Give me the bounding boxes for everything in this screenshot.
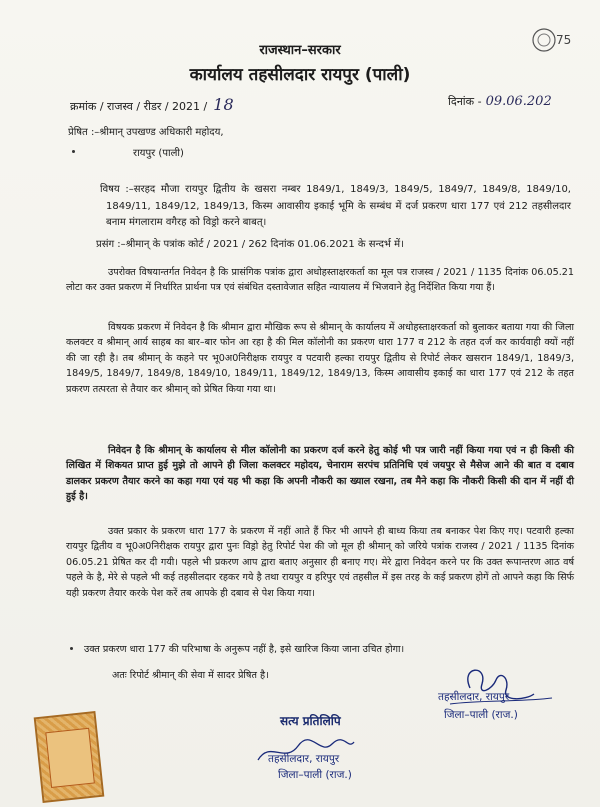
recipient-line-1: प्रेषित :–श्रीमान् उपखण्ड अधिकारी महोदय, [68,127,224,138]
office-title: कार्यालय तहसीलदार रायपुर (पाली) [189,65,411,85]
paragraph-4: उक्त प्रकार के प्रकरण धारा 177 के प्रकरण में नहीं आते हैं फिर भी आपने ही बाध्य किया तब बनाकर पेश किए गए। पटवारी हल्का रायपुर द्वितीय व भू0अ0निरीक्षक रायपुर द्वारा पुनः विड्रो हेतु रिपोर्ट पेश की जो मूल ही श्रीमान् को जरिये पत्रांक राजस्व / 2021 / 1135 दिनांक 06.05.21 प्रेषित कर दी गयी। पहले भी प्रकरण आप द्वारा बताए अनुसार ही बनाए गए। मेरे द्वारा निवेदन करने पर कि उक्त रूपान्तरण आठ वर्ष पहले के है, मेरे से पहले भी कई तहसीलदार रहकर गये है तथा रायपुर व हरिपुर एवं तहसील में इस तरह के कई प्रकरण होगें तो आपने कहा कि सिर्फ यही प्रकरण तैयार करके पेश करें तब आपके ही दबाव से पेश किया गया। [66,526,574,599]
court-fee-stamp-icon [34,711,105,803]
paragraph-1: उपरोक्त विषयान्तर्गत निवेदन है कि प्रासंगिक पत्रांक द्वारा अधोहस्ताक्षरकर्ता का मूल पत्र राजस्व / 2021 / 1135 दिनांक 06.05.21 लोटा कर उक्त प्रकरण में निर्धारित प्रार्थना पत्र एवं संबंधित दस्तावेजात सहित न्यायालय में भिजवाने हेतु निर्देशित किया गया हैं। [66,267,574,294]
bullet-dot [72,150,75,153]
attestation-seal-line-2: जिला–पाली (राज.) [278,769,352,781]
context-line: प्रसंग :–श्रीमान् के पत्रांक कोर्ट / 2021 / 262 दिनांक 01.06.2021 के सन्दर्भ में। [96,239,404,250]
recipient-line-2: रायपुर (पाली) [133,148,184,159]
closing-line-2: अतः रिपोर्ट श्रीमान् की सेवा में सादर प्रेषित है। [112,670,269,681]
date-label: दिनांक - [448,95,482,108]
reference-number [70,95,234,114]
date-value: 09.06.202 [485,94,552,109]
reference-label: क्रमांक / राजस्व / रीडर / 2021 / [70,100,208,113]
letter-date [448,94,552,109]
signatory-seal-line-2: जिला–पाली (राज.) [444,709,518,721]
paragraph-3: निवेदन है कि श्रीमान् के कार्यालय से मील कॉलोनी का प्रकरण दर्ज करने हेतु कोई भी पत्र जारी नहीं किया गया एवं न ही किसी की लिखित में शिकयत प्राप्त हुई मुझे तो आपने ही जिला कलक्टर महोदय, चेनाराम सरपंच प्रतिनिधि एवं जयपुर से मैसेज आने की बात व दबाव डालकर प्रकरण तैयार करने का कहा गया एवं यह भी कहा कि अपनी नौकरी का ख्याल रखना, तब मैने कहा कि नौकरी किसी की दान में नहीं दी हुई है। [66,445,574,503]
paragraph-2: विषयक प्रकरण में निवेदन है कि श्रीमान द्वारा मौखिक रूप से श्रीमान् के कार्यालय में अधोहस्ताक्षरकर्ता को बुलाकर बताया गया की जिला कलक्टर व श्रीमान् आर्य साहब का बार–बार फोन आ रहा है की मिल कॉलोनी का प्रकरण धारा 177 व 212 के तहत दर्ज कर कार्यवाही क्यों नहीं की जा रही है। तब श्रीमान् के कहने पर भू0अ0निरीक्षक रायपुर व पटवारी हल्का रायपुर द्वितीय से रिपोर्ट लेकर खसरान 1849/1, 1849/3, 1849/5, 1849/7, 1849/8, 1849/10, 1849/11, 1849/12, 1849/13, किस्म आवासीय इकाई का धारा 177 एवं 212 के तहत प्रकरण तत्परता से तैयार कर श्रीमान् को प्रेषित किया गया था। [66,322,574,395]
svg-text:75: 75 [556,33,572,47]
true-copy-label: सत्य प्रतिलिपि [280,714,341,728]
reference-handwritten-number: 18 [213,95,234,114]
signatory-seal-line-1: तहसीलदार, रायपुर [438,691,510,703]
closing-line-1: उक्त प्रकरण धारा 177 की परिभाषा के अनुरूप नहीं है, इसे खारिज किया जाना उचित होगा। [84,644,405,655]
subject-label: विषय [100,184,120,195]
subject-block [100,182,571,232]
subject-text: :–सरहद मौजा रायपुर द्वितीय के खसरा नम्बर 1849/1, 1849/3, 1849/5, 1849/7, 1849/8, 1849/10, 1849/11, 1849/12, 1849/13, किस्म आवासीय इकाई भूमि के सम्बंध में दर्ज प्रकरण धारा 177 एवं 212 तहसीलदार बनाम मंगलाराम वगैरह को विड्रो करने बाबत्। [106,184,571,228]
government-title: राजस्थान–सरकार [259,43,341,58]
bullet-dot [70,647,73,650]
attestation-seal-line-1: तहसीलदार, रायपुर [268,753,340,765]
